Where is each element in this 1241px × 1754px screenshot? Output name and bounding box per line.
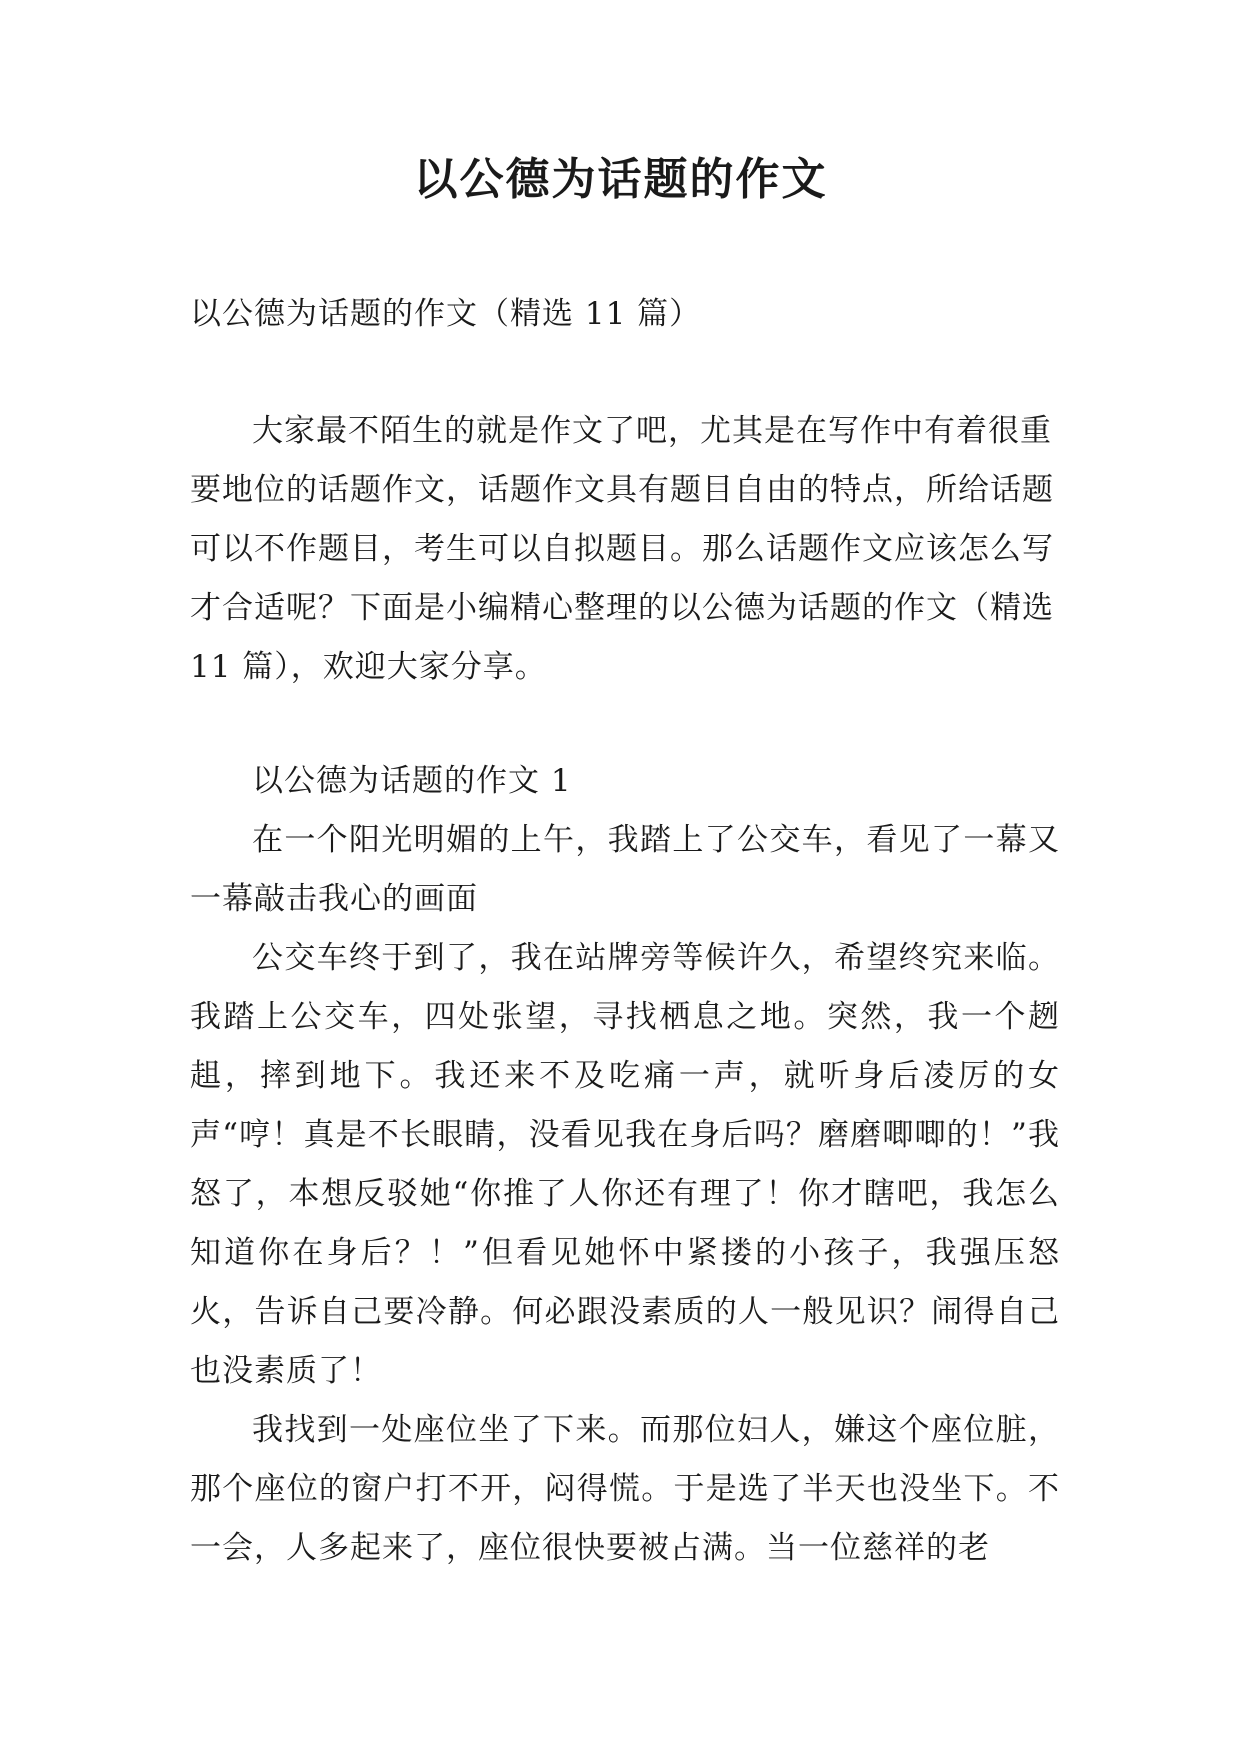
essay-heading: 以公德为话题的作文 1 [252,763,572,799]
essay-paragraph: 我找到一处座位坐了下来。而那位妇人，嫌这个座位脏，那个座位的窗户打不开，闷得慌。于是选了半天也没坐下。不一会，人多起来了，座位很快要被占满。当一位慈祥的老 [190,1412,1060,1566]
essay-section [190,752,1060,1578]
intro-paragraph: 大家最不陌生的就是作文了吧，尤其是在写作中有着很重要地位的话题作文，话题作文具有题目自由的特点，所给话题可以不作题目，考生可以自拟题目。那么话题作文应该怎么写才合适呢？下面是小编精心整理的以公德为话题的作文（精选 11 篇），欢迎大家分享。 [190,413,1054,685]
intro-section [190,402,1060,697]
essay-paragraph: 公交车终于到了，我在站牌旁等候许久，希望终究来临。我踏上公交车，四处张望，寻找栖息之地。突然，我一个趔趄，摔到地下。我还来不及吃痛一声，就听身后凌厉的女声“哼！真是不长眼睛，没看见我在身后吗？磨磨唧唧的！”我怒了，本想反驳她“你推了人你还有理了！你才瞎吧，我怎么知道你在身后？！”但看见她怀中紧搂的小孩子，我强压怒火，告诉自己要冷静。何必跟没素质的人一般见识？闹得自己也没素质了！ [190,940,1060,1389]
essay-paragraph: 在一个阳光明媚的上午，我踏上了公交车，看见了一幕又一幕敲击我心的画面 [190,822,1060,917]
document-title: 以公德为话题的作文 [413,154,828,205]
document-subtitle: 以公德为话题的作文（精选 11 篇） [190,296,702,332]
